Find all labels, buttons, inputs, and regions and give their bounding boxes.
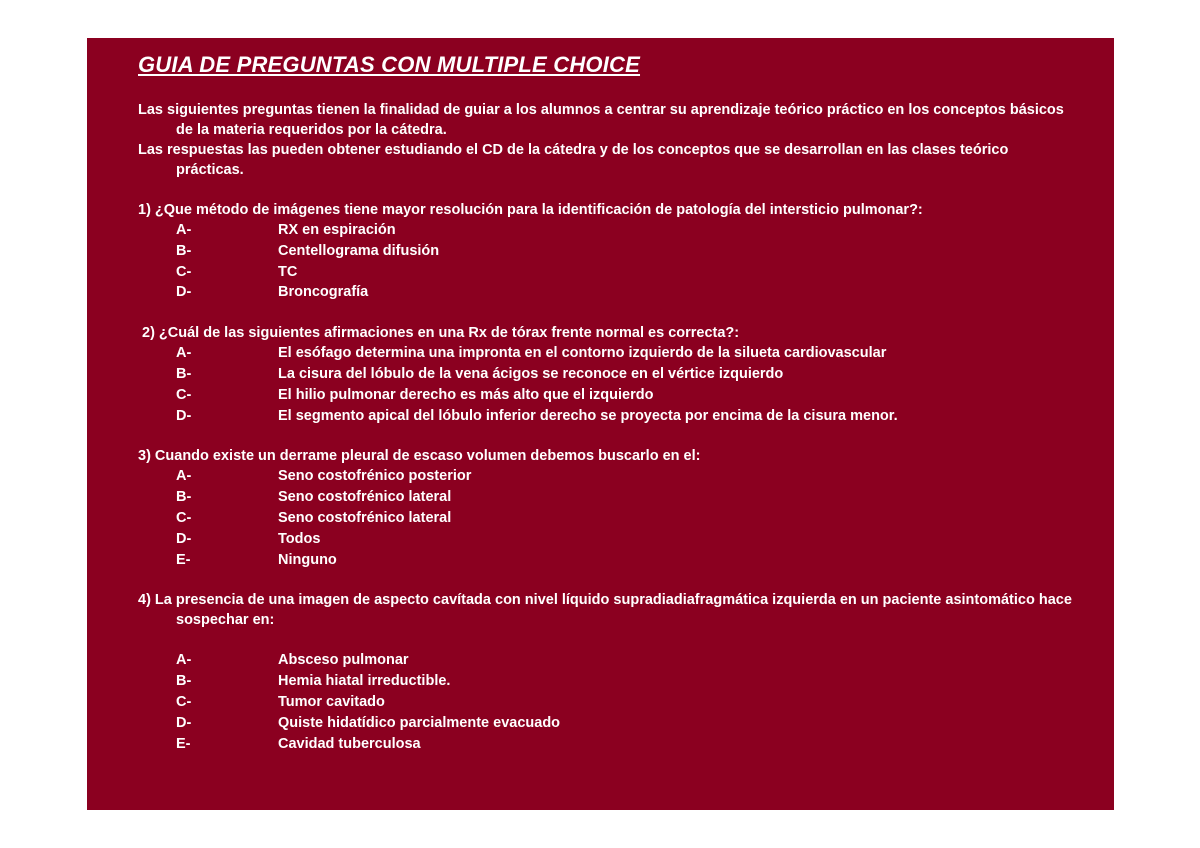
- option-letter: E-: [176, 551, 191, 568]
- option-letter: D-: [176, 530, 192, 547]
- option-letter: B-: [176, 673, 192, 690]
- option-c: [138, 508, 1074, 529]
- option-letter: C-: [176, 263, 192, 280]
- option-letter: B-: [176, 489, 192, 506]
- option-text: Seno costofrénico lateral: [278, 489, 452, 506]
- option-text: Broncografía: [278, 284, 369, 301]
- option-text: Seno costofrénico posterior: [278, 468, 472, 485]
- question-4: [138, 590, 1074, 754]
- option-text: RX en espiración: [278, 222, 396, 238]
- page-title: GUIA DE PREGUNTAS CON MULTIPLE CHOICE: [138, 52, 641, 77]
- option-letter: D-: [176, 407, 192, 424]
- option-letter: A-: [176, 222, 192, 238]
- option-letter: E-: [176, 735, 191, 752]
- option-a: [138, 220, 1074, 241]
- option-letter: C-: [176, 693, 192, 710]
- option-c: [138, 262, 1074, 283]
- options-list: [138, 343, 1074, 426]
- option-d: [138, 282, 1074, 303]
- option-text: Ninguno: [278, 551, 337, 568]
- option-e: [138, 734, 1074, 755]
- option-c: [138, 385, 1074, 406]
- options-list: [138, 466, 1074, 570]
- option-text: Seno costofrénico lateral: [278, 509, 452, 526]
- option-text: El hilio pulmonar derecho es más alto que el izquierdo: [278, 386, 654, 403]
- option-b: [138, 671, 1074, 692]
- option-text: Quiste hidatídico parcialmente evacuado: [278, 714, 561, 731]
- option-d: [138, 713, 1074, 734]
- option-text: La cisura del lóbulo de la vena ácigos se reconoce en el vértice izquierdo: [278, 365, 784, 382]
- options-list: [138, 650, 1074, 754]
- option-text: TC: [278, 263, 298, 280]
- question-2: [138, 323, 1074, 426]
- option-letter: D-: [176, 284, 192, 301]
- option-text: Absceso pulmonar: [278, 652, 409, 669]
- option-letter: A-: [176, 345, 192, 362]
- question-text: 3) Cuando existe un derrame pleural de escaso volumen debemos buscarlo en el:: [138, 448, 701, 465]
- option-c: [138, 692, 1074, 713]
- option-text: Hemia hiatal irreductible.: [278, 673, 451, 690]
- option-b: [138, 241, 1074, 262]
- intro-paragraph-2: Las respuestas las pueden obtener estudiando el CD de la cátedra y de los conceptos que se desarrollan en las clases teórico prácticas.: [138, 142, 1009, 178]
- option-letter: B-: [176, 242, 192, 259]
- option-text: Tumor cavitado: [278, 693, 385, 710]
- option-letter: D-: [176, 714, 192, 731]
- options-list: [138, 220, 1074, 303]
- option-letter: B-: [176, 365, 192, 382]
- option-letter: A-: [176, 468, 192, 485]
- intro-paragraph-1: Las siguientes preguntas tienen la finalidad de guiar a los alumnos a centrar su aprendizaje teórico práctico en los conceptos básicos de la materia requeridos por la cátedra.: [138, 102, 1064, 138]
- option-text: Todos: [278, 530, 321, 547]
- option-text: El esófago determina una impronta en el contorno izquierdo de la silueta cardiovascular: [278, 345, 887, 362]
- option-a: [138, 343, 1074, 364]
- option-d: [138, 529, 1074, 550]
- question-1: [138, 200, 1074, 303]
- option-letter: C-: [176, 386, 192, 403]
- question-text: 4) La presencia de una imagen de aspecto cavítada con nivel líquido supradiadiafragmática izquierda en un paciente asintomático hace sospechar en:: [138, 592, 1072, 629]
- option-letter: A-: [176, 652, 192, 669]
- question-text: 2) ¿Cuál de las siguientes afirmaciones en una Rx de tórax frente normal es correcta?:: [142, 325, 740, 342]
- option-e: [138, 550, 1074, 571]
- option-text: Cavidad tuberculosa: [278, 735, 421, 752]
- slide: [87, 38, 1114, 810]
- option-b: [138, 487, 1074, 508]
- option-letter: C-: [176, 509, 192, 526]
- option-text: El segmento apical del lóbulo inferior derecho se proyecta por encima de la cisura menor.: [278, 407, 898, 424]
- question-text: 1) ¿Que método de imágenes tiene mayor resolución para la identificación de patología del intersticio pulmonar?:: [138, 202, 923, 218]
- option-text: Centellograma difusión: [278, 242, 440, 259]
- option-a: [138, 650, 1074, 671]
- question-3: [138, 446, 1074, 570]
- option-b: [138, 364, 1074, 385]
- option-d: [138, 406, 1074, 427]
- option-a: [138, 466, 1074, 487]
